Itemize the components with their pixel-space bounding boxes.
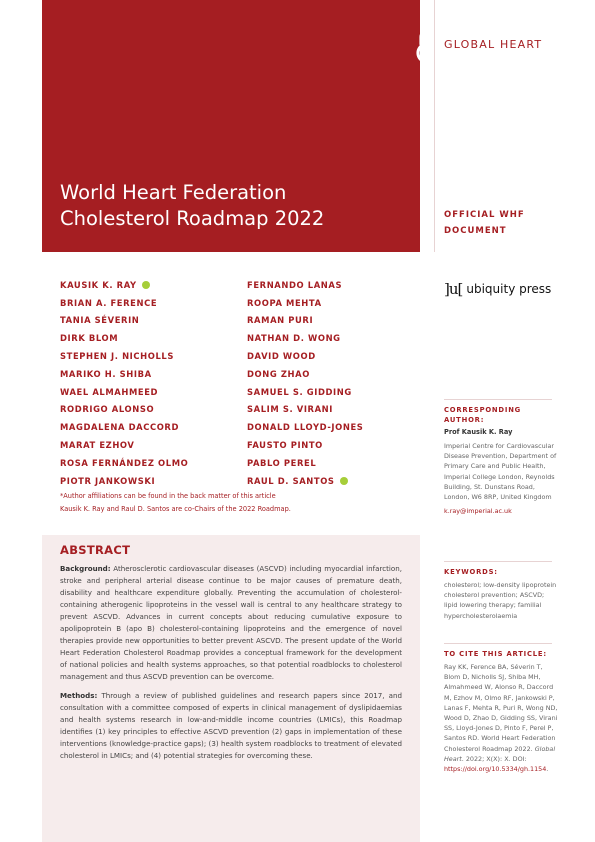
author-name: SAMUEL S. GIDDING [247,386,352,397]
ubiquity-mark-icon: ]u[ [444,280,463,298]
author-item[interactable] [247,312,363,330]
publisher-name: ubiquity press [466,282,552,296]
author-item[interactable] [60,365,188,383]
author-name: NATHAN D. WONG [247,333,341,344]
author-name: STEPHEN J. NICHOLLS [60,351,174,362]
corresponding-heading: CORRESPONDING AUTHOR: [444,406,522,424]
author-name: TANIA SÉVERIN [60,315,140,326]
background-label: Background: [60,564,111,573]
author-item[interactable] [247,347,363,365]
title-line-1: World Heart Federation [60,181,287,204]
author-item[interactable] [247,365,363,383]
divider [434,0,435,252]
author-item[interactable] [60,276,188,294]
abstract-section [42,535,420,842]
author-name: RAUL D. SANTOS [247,475,335,486]
author-name: ROOPA MEHTA [247,297,322,308]
divider [444,561,552,562]
abstract-methods [60,690,402,762]
author-name: MAGDALENA DACCORD [60,422,180,433]
author-name: DAVID WOOD [247,351,316,362]
corresponding-email-link[interactable]: k.ray@imperial.ac.uk [444,507,512,516]
author-item[interactable] [60,347,188,365]
background-text: Atherosclerotic cardiovascular diseases (ASCVD) including myocardial infarction, stroke and peripheral arterial disease continue to be major causes of premature death, disability and healthcare expenditure globally. Preventing the accumulation of cholesterol-containing atherogenic lipoproteins in the vessel wall is central to any healthcare strategy to prevent ASCVD. Advances in current concepts about reducing cumulative exposure to apolipoprotein B (apo B) cholesterol-containing lipoproteins and the emergence of novel therapies provide new opportunities to better prevent ASCVD. The present update of the World Heart Federation Cholesterol Roadmap provides a conceptual framework for the development of national policies and health systems approaches, so that potential roadblocks to cholesterol management and thus ASCVD prevention can be overcome. [60,564,402,681]
author-item[interactable] [247,329,363,347]
author-name: KAUSIK K. RAY [60,279,137,290]
author-item[interactable] [60,383,188,401]
corresponding-name: Prof Kausik K. Ray [444,428,513,436]
author-name: MARAT EZHOV [60,440,135,451]
author-name: BRIAN A. FERENCE [60,297,158,308]
author-column-left [60,276,188,490]
cochair-note: Kausik K. Ray and Raul D. Santos are co-Chairs of the 2022 Roadmap. [60,505,291,513]
methods-label: Methods: [60,691,98,700]
author-name: DIRK BLOM [60,333,119,344]
author-name: RODRIGO ALONSO [60,404,155,415]
keywords-heading: KEYWORDS: [444,568,498,576]
author-item[interactable] [60,436,188,454]
open-access-lock-icon [414,26,440,66]
abstract-background [60,563,402,683]
author-item[interactable] [60,294,188,312]
corresponding-address: Imperial Centre for Cardiovascular Disease Prevention, Department of Primary Care and Public Health, Imperial College London, Reynolds Building, St. Dunstans Road, London, W6 8RP, United Kingdom [444,442,557,502]
author-name: DONG ZHAO [247,368,310,379]
document-type-line-2: DOCUMENT [444,226,507,236]
publisher-logo[interactable] [444,280,551,298]
author-name: PIOTR JANKOWSKI [60,475,156,486]
abstract-heading: ABSTRACT [60,543,131,557]
citation-volume: . 2022; X(X): X. DOI: [461,754,527,763]
journal-name[interactable]: GLOBAL HEART [444,38,543,51]
document-type [444,207,564,239]
citation-text [444,662,559,774]
author-item[interactable] [247,276,363,294]
document-type-line-1: OFFICIAL WHF [444,210,525,220]
orcid-icon[interactable] [340,477,348,485]
divider [444,399,552,400]
citation-end: . [546,765,549,774]
author-name: WAEL ALMAHMEED [60,386,159,397]
author-notes [60,490,420,516]
methods-text: Through a review of published guidelines and research papers since 2017, and consultation with a committee composed of experts in clinical management of dyslipidaemias and health systems research in low-and-middle income countries (LMICs), this Roadmap identifies (1) key principles to effective ASCVD prevention (2) gaps in implementation of these interventions (knowledge-practice gaps); (3) health system roadblocks to treatment of elevated cholesterol in LMICs; and (4) potential strategies for overcoming these. [60,691,402,760]
author-item[interactable] [247,401,363,419]
citation-heading: TO CITE THIS ARTICLE: [444,650,547,658]
author-item[interactable] [60,418,188,436]
citation-body: Ray KK, Ference BA, Séverin T, Blom D, Nicholls SJ, Shiba MH, Almahmeed W, Alonso R, Daccord M, Ezhov M, Olmo RF, Jankowski P, Lanas F, Mehta R, Puri R, Wong ND, Wood D, Zhao D, Gidding SS, Virani SS, Lloyd-Jones D, Pinto F, Perel P, Santos RD. World Heart Federation Cholesterol Roadmap 2022. [444,663,558,753]
citation-journal: Global Heart [444,744,556,763]
title-line-2: Cholesterol Roadmap 2022 [60,207,325,230]
author-item[interactable] [247,454,363,472]
orcid-icon[interactable] [142,281,150,289]
article-title [60,180,410,232]
author-name: ROSA FERNÁNDEZ OLMO [60,457,189,468]
author-item[interactable] [60,401,188,419]
author-name: FAUSTO PINTO [247,440,323,451]
author-item[interactable] [247,383,363,401]
author-column-right [247,276,363,490]
keywords-block [444,567,559,621]
author-name: SALIM S. VIRANI [247,404,333,415]
author-item[interactable] [60,312,188,330]
author-name: PABLO PEREL [247,457,317,468]
citation-doi-link[interactable]: https://doi.org/10.5334/gh.1154 [444,765,547,774]
author-item[interactable] [60,454,188,472]
author-name: RAMAN PURI [247,315,314,326]
author-item[interactable] [60,329,188,347]
author-item[interactable] [60,472,188,490]
author-item[interactable] [247,436,363,454]
author-name: MARIKO H. SHIBA [60,368,152,379]
divider [444,643,552,644]
affiliation-note: *Author affiliations can be found in the back matter of this article [60,492,276,500]
author-item[interactable] [247,294,363,312]
citation-block [444,649,559,774]
keywords-text: cholesterol; low-density lipoprotein cholesterol prevention; ASCVD; lipid lowering therapy; familial hypercholesterolaemia [444,581,557,620]
author-item[interactable] [247,472,363,490]
author-name: DONALD LLOYD-JONES [247,422,364,433]
author-item[interactable] [247,418,363,436]
author-name: FERNANDO LANAS [247,279,343,290]
title-banner [42,0,420,252]
corresponding-author [444,405,559,516]
